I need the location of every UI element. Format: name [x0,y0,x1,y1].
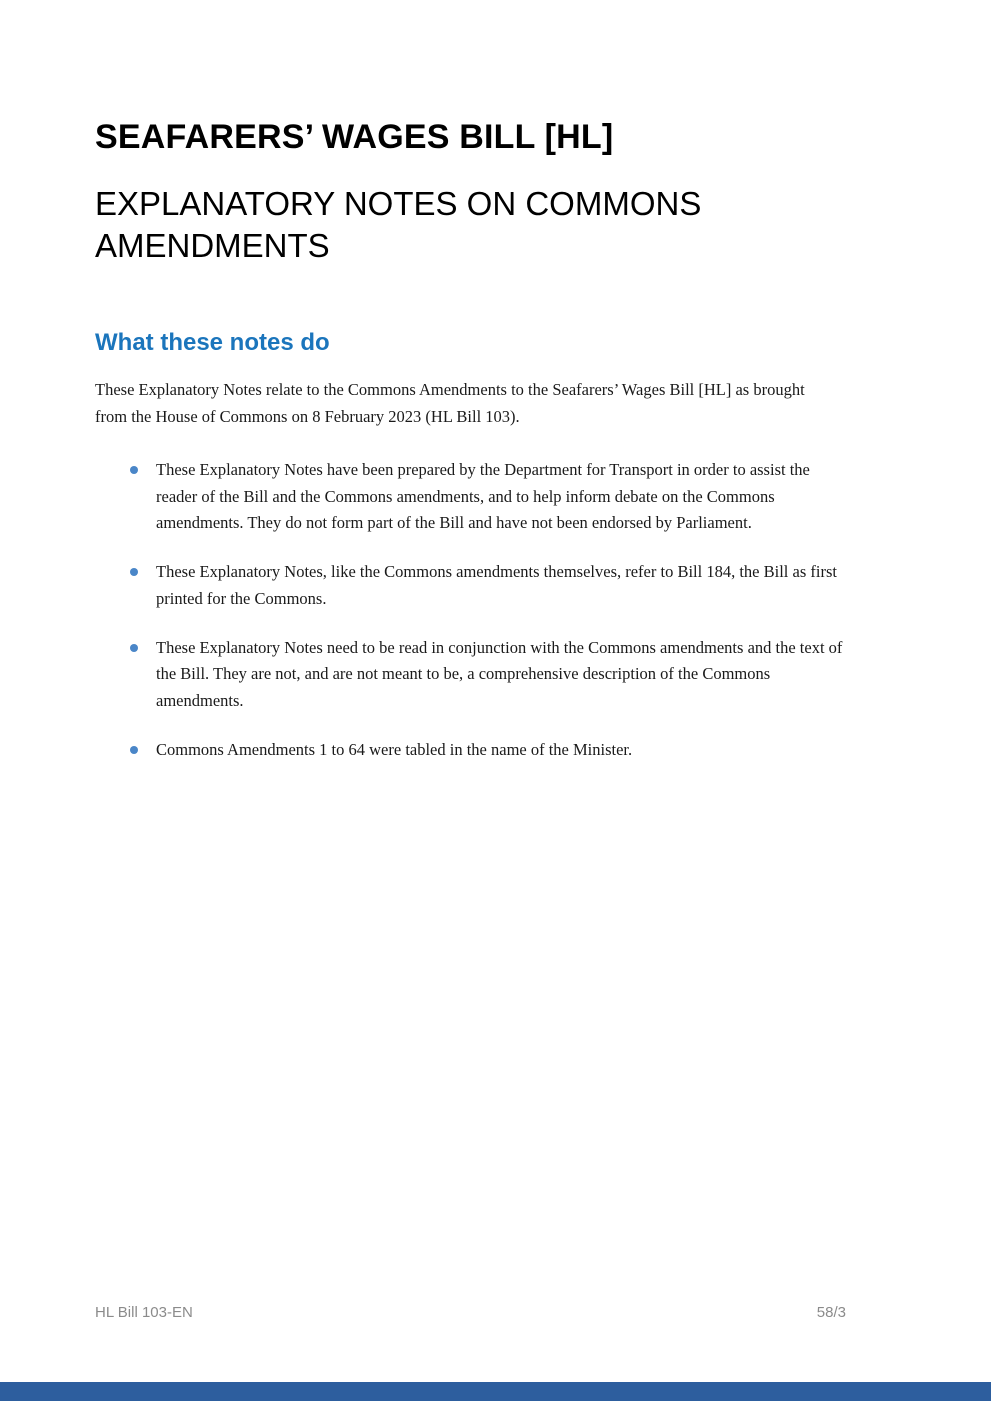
bullet-text: These Explanatory Notes, like the Commons amendments themselves, refer to Bill 184, the Bill as first printed for the Commons. [156,562,837,608]
document-subtitle: EXPLANATORY NOTES ON COMMONS AMENDMENTS [95,185,702,265]
footer-accent-bar [0,1382,991,1401]
footer-bill-reference: HL Bill 103-EN [95,1304,193,1321]
list-item [95,737,851,764]
intro-paragraph: These Explanatory Notes relate to the Commons Amendments to the Seafarers’ Wages Bill [HL] as brought from the House of Commons on 8 February 2023 (HL Bill 103). [95,380,805,427]
bullet-icon [130,644,138,652]
list-item [95,457,851,537]
bullet-list [95,457,851,763]
page-footer [95,1304,846,1321]
section-heading: What these notes do [95,329,330,357]
bullet-text: These Explanatory Notes have been prepared by the Department for Transport in order to assist the reader of the Bill and the Commons amendments, and to help inform debate on the Commons amendments. They do not form part of the Bill and have not been endorsed by Parliament. [156,459,810,533]
bullet-text: These Explanatory Notes need to be read in conjunction with the Commons amendments and the text of the Bill. They are not, and are not meant to be, a comprehensive description of the Commons amendments. [156,637,843,710]
footer-page-number: 58/3 [816,1304,846,1321]
document-title: SEAFARERS’ WAGES BILL [HL] [95,118,614,156]
bullet-icon [130,568,138,576]
bullet-icon [130,466,138,474]
list-item [95,559,851,612]
bullet-text: Commons Amendments 1 to 64 were tabled in the name of the Minister. [156,739,633,759]
bullet-icon [130,746,138,754]
list-item [95,635,851,715]
